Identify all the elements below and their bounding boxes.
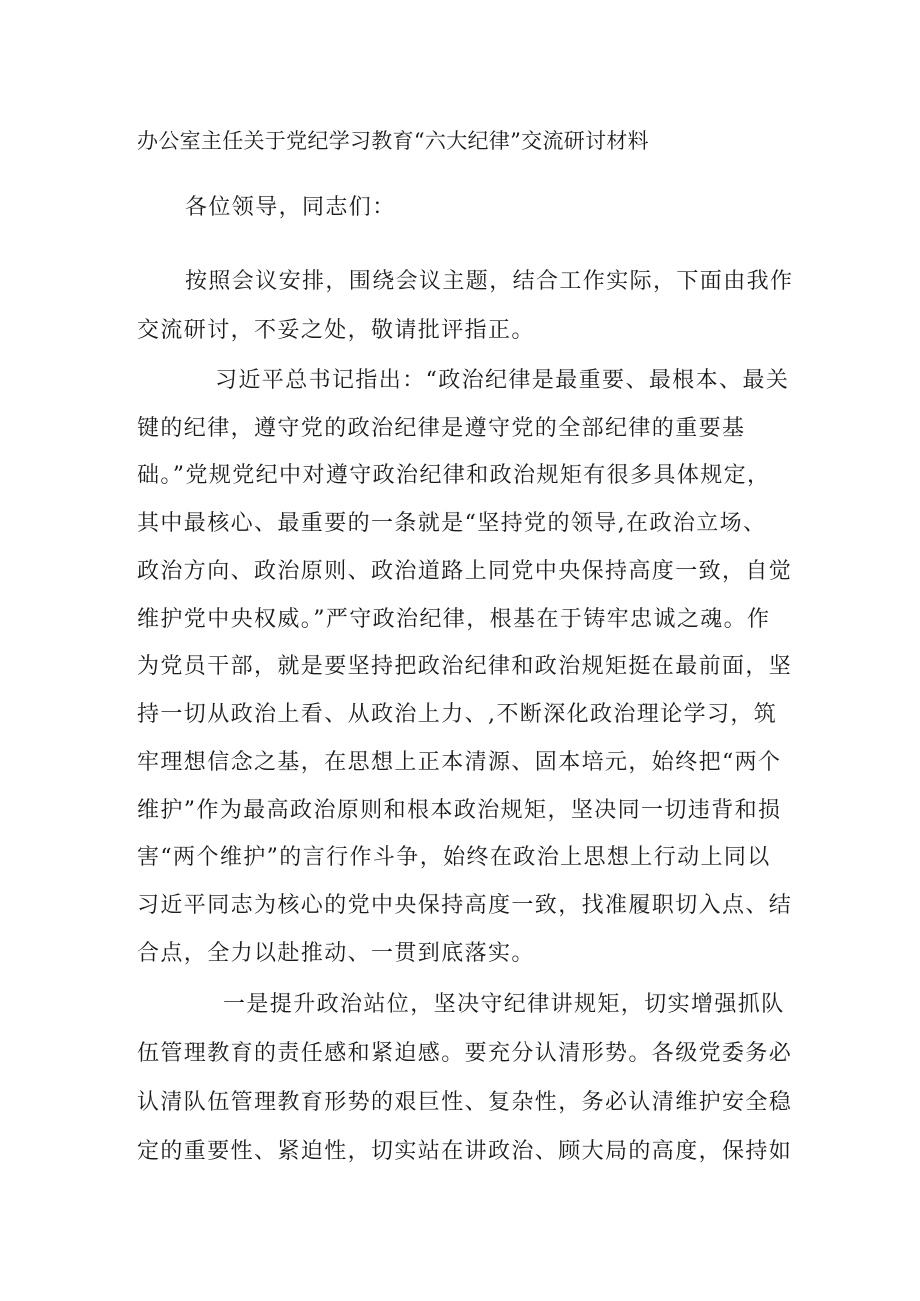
- paragraph-2-line-5: 政治方向、政治原则、政治道路上同党中央保持高度一致，自觉: [137, 559, 793, 584]
- paragraph-2-line-13: 合点，全力以赴推动、一贯到底落实。: [137, 941, 535, 966]
- paragraph-3-line-4: 定的重要性、紧迫性，切实站在讲政治、顾大局的高度，保持如: [137, 1139, 793, 1164]
- paragraph-2-line-4: 其中最核心、最重要的一条就是“坚持党的领导,在政治立场、: [137, 511, 767, 536]
- document-title: 办公室主任关于党纪学习教育“六大纪律”交流研讨材料: [137, 129, 649, 153]
- paragraph-2-line-10: 维护”作为最高政治原则和根本政治规矩，坚决同一切违背和损: [137, 798, 782, 823]
- paragraph-3-line-2: 伍管理教育的责任感和紧迫感。要充分认清形势。各级党委务必: [137, 1041, 793, 1066]
- paragraph-2-line-12: 习近平同志为核心的党中央保持高度一致，找准履职切入点、结: [137, 893, 793, 918]
- paragraph-1-line-1: 按照会议安排，围绕会议主题，结合工作实际，下面由我作: [185, 269, 794, 294]
- paragraph-2-line-7: 为党员干部，就是要坚持把政治纪律和政治规矩挺在最前面，坚: [137, 654, 793, 679]
- paragraph-2-line-2: 键的纪律，遵守党的政治纪律是遵守党的全部纪律的重要基: [137, 416, 746, 441]
- paragraph-2-line-9: 牢理想信念之基，在思想上正本清源、固本培元，始终把“两个: [137, 750, 782, 775]
- paragraph-3-line-3: 认清队伍管理教育形势的艰巨性、复杂性，务必认清维护安全稳: [137, 1090, 793, 1115]
- paragraph-1-line-2: 交流研讨，不妥之处，敬请批评指正。: [137, 318, 535, 343]
- paragraph-2-line-8: 持一切从政治上看、从政治上力、,不断深化政治理论学习，筑: [137, 702, 778, 727]
- paragraph-2-line-1: 习近平总书记指出：“政治纪律是最重要、最根本、最关: [215, 368, 790, 393]
- paragraph-3-line-1: 一是提升政治站位，坚决守纪律讲规矩，切实增强抓队: [223, 992, 785, 1017]
- paragraph-2-line-3: 础。”党规党纪中对遵守政治纪律和政治规矩有很多具体规定，: [137, 463, 771, 488]
- paragraph-2-line-11: 害“两个维护”的言行作斗争，始终在政治上思想上行动上同以: [137, 845, 771, 870]
- paragraph-2-line-6: 维护党中央权威。”严守政治纪律，根基在于铸牢忠诚之魂。作: [137, 607, 771, 632]
- salutation: 各位领导，同志们：: [185, 195, 396, 220]
